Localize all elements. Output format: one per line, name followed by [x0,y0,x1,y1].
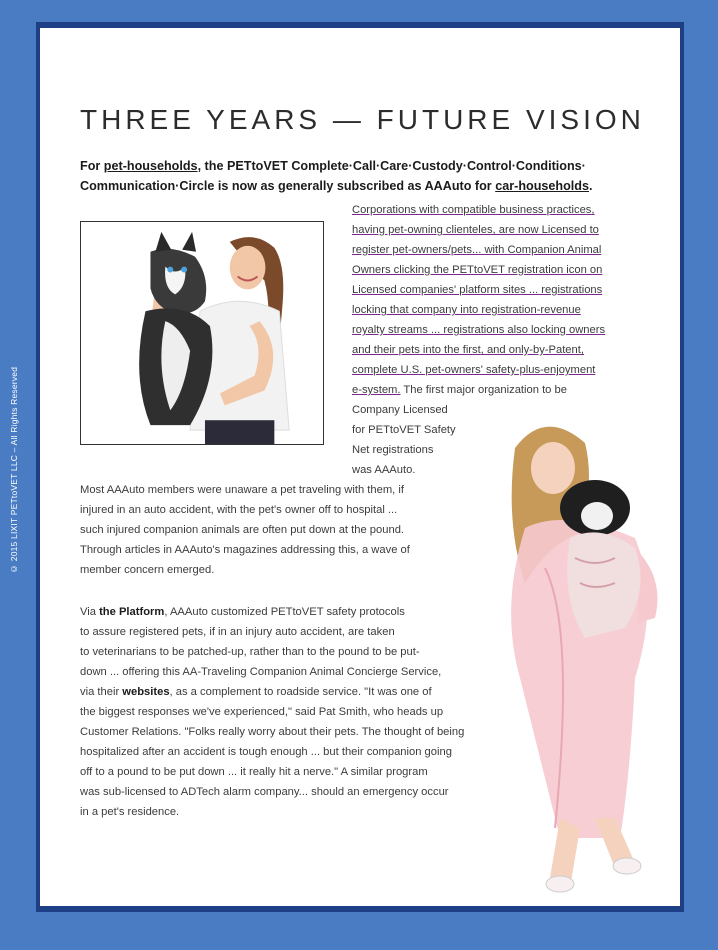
licensing-line: Corporations with compatible business practices, [352,204,595,216]
member-concern-paragraph [80,480,500,580]
car-households-term: car-households [495,179,589,193]
platform-paragraph [80,602,540,822]
licensing-line: complete U.S. pet-owners' safety-plus-enjoyment [352,364,596,376]
licensing-line: locking that company into registration-revenue [352,304,581,316]
first-org-line: was AAAuto. [352,464,416,476]
licensing-line: royalty streams ... registrations also locking owners [352,324,606,336]
websites-term: websites [122,686,170,698]
first-org-line: Net registrations [352,444,434,456]
paragraph-line: member concern emerged. [80,564,215,576]
paragraph-line: Through articles in AAAuto's magazines addressing this, a wave of [80,544,410,556]
paragraph-line: injured in an auto accident, with the pet's owner off to hospital ... [80,504,398,516]
licensing-paragraph [352,200,664,380]
paragraph-line: Customer Relations. "Folks really worry about their pets. The thought of being [80,726,465,738]
paragraph-line: to assure registered pets, if in an injury auto accident, are taken [80,626,395,638]
esystem-term: e-system. [352,384,401,396]
paragraph-line: to veterinarians to be patched-up, rather than to the pound to be put- [80,646,420,658]
paragraph-line: Most AAAuto members were unaware a pet traveling with them, if [80,484,404,496]
paragraph-line: off to a pound to be put down ... it really hit a nerve." A similar program [80,766,428,778]
para2-via-their: via their [80,686,123,698]
para2-via: Via [80,606,100,618]
intro-text-4: . [589,179,593,193]
intro-paragraph [80,156,640,196]
intro-text-3: Communication·Circle is now as generally subscribed as AAAuto for [80,179,496,193]
woman-with-husky-photo [80,221,324,445]
licensing-line: Licensed companies' platform sites ... registrations [352,284,603,296]
licensing-line: having pet-owning clienteles, are now Licensed to [352,224,599,236]
paragraph-line: the biggest responses we've experienced," said Pat Smith, who heads up [80,706,444,718]
first-org-line: Company Licensed [352,404,448,416]
para2-line1-rest: , AAAuto customized PETtoVET safety protocols [164,606,405,618]
licensing-line: Owners clicking the PETtoVET registration icon on [352,264,603,276]
paragraph-line: such injured companion animals are often put down at the pound. [80,524,405,536]
pet-households-term: pet-households [103,159,198,173]
copyright-notice: © 2015 LIXIT PETtoVET LLC – All Rights Reserved [9,366,19,574]
document-page [40,28,680,906]
first-org-line: for PETtoVET Safety [352,424,456,436]
para2-line5-rest: , as a complement to roadside service. "It was one of [169,686,432,698]
intro-text-1: For [80,159,104,173]
paragraph-line: in a pet's residence. [80,806,180,818]
paragraph-line: was sub-licensed to ADTech alarm company... should an emergency occur [80,786,449,798]
licensing-line: and their pets into the first, and only-by-Patent, [352,344,584,356]
first-org-tail: The first major organization to be [400,384,567,396]
paragraph-line: down ... offering this AA-Traveling Companion Animal Concierge Service, [80,666,442,678]
page-title: THREE YEARS — FUTURE VISION [80,104,645,135]
intro-text-2: , the PETtoVET Complete·Call·Care·Custody·Control·Conditions· [197,159,586,173]
licensing-line: register pet-owners/pets... with Companion Animal [352,244,602,256]
paragraph-line: hospitalized after an accident is tough enough ... but their companion going [80,746,452,758]
platform-term: the Platform [99,606,165,618]
